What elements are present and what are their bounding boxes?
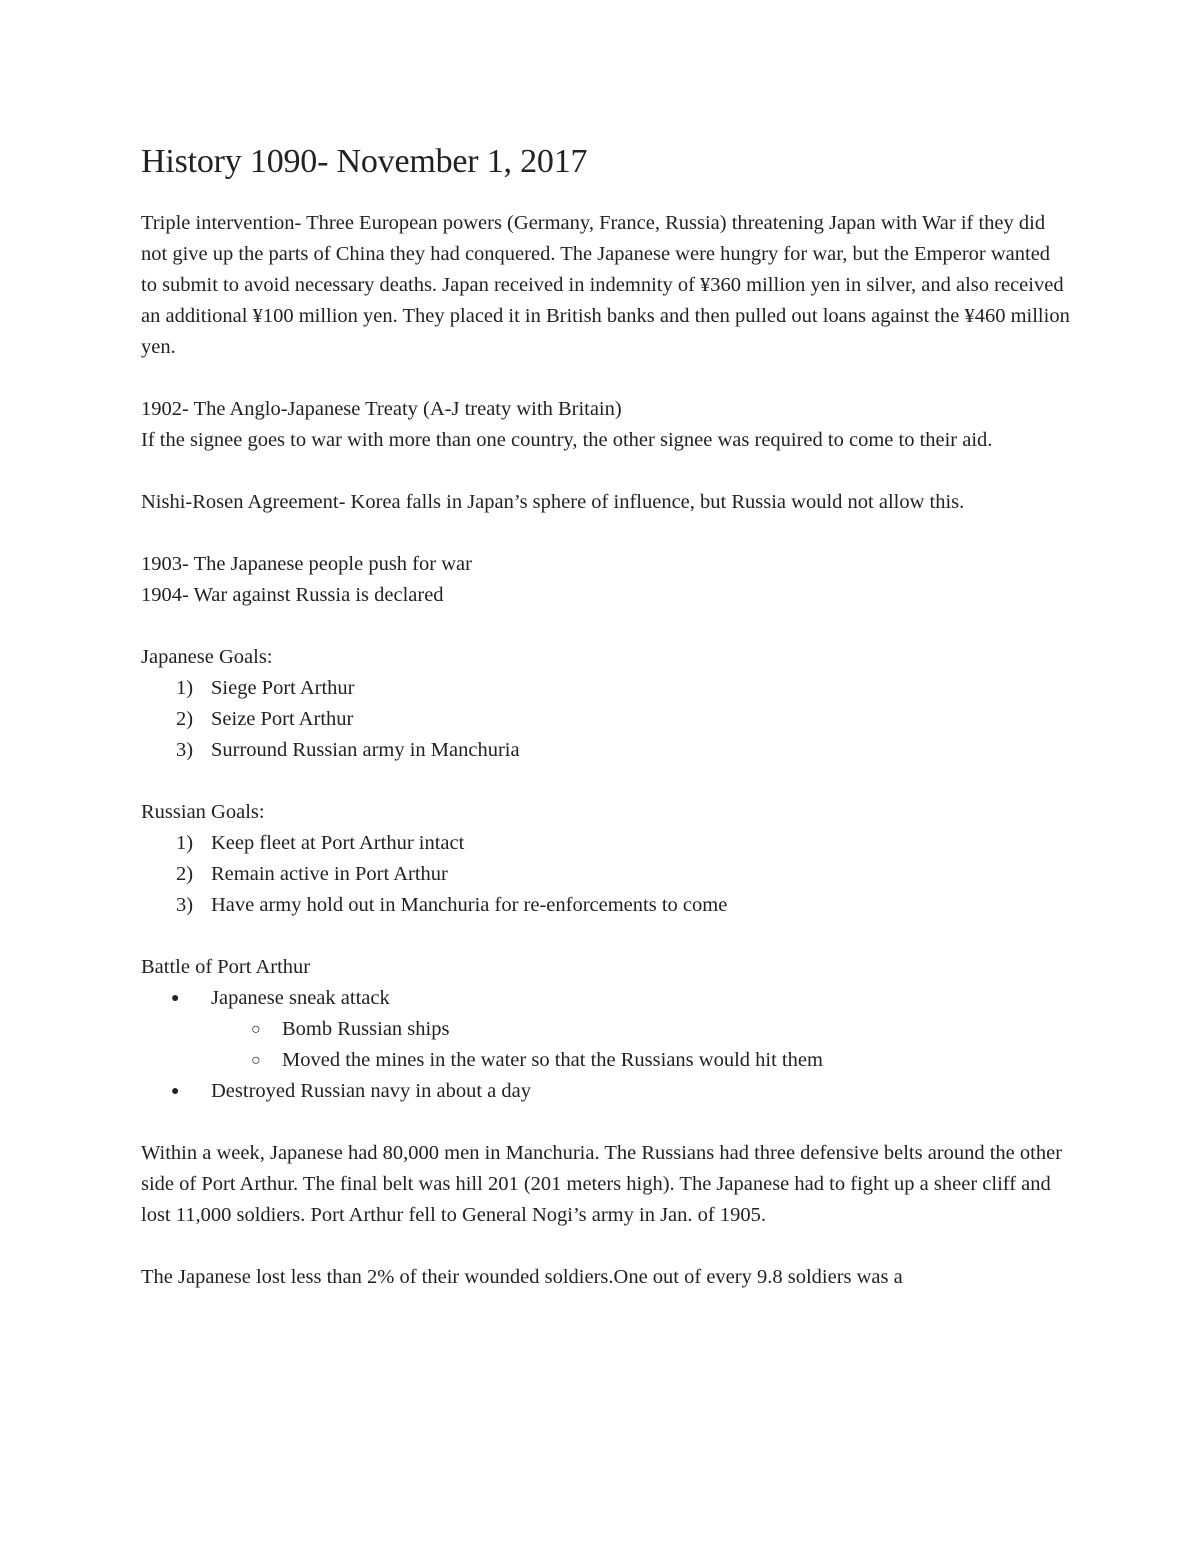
list-item-text: Remain active in Port Arthur bbox=[211, 863, 448, 885]
list-item bbox=[141, 1014, 1071, 1045]
spacer bbox=[141, 611, 1071, 642]
battle-list bbox=[141, 983, 1071, 1107]
paragraph-anglo-japanese-treaty-heading: 1902- The Anglo-Japanese Treaty (A-J treaty with Britain) bbox=[141, 398, 622, 420]
list-item bbox=[141, 859, 1071, 890]
paragraph-1904: 1904- War against Russia is declared bbox=[141, 584, 444, 606]
list-item bbox=[141, 735, 1071, 766]
list-item bbox=[141, 704, 1071, 735]
spacer bbox=[141, 518, 1071, 549]
document-page bbox=[141, 138, 1071, 1293]
list-item bbox=[141, 1045, 1071, 1076]
paragraph-anglo-japanese-treaty: If the signee goes to war with more than one country, the other signee was required to come to their aid. bbox=[141, 429, 993, 451]
document-title: History 1090- November 1, 2017 bbox=[141, 143, 588, 180]
spacer bbox=[141, 1231, 1071, 1262]
spacer bbox=[141, 766, 1071, 797]
battle-heading: Battle of Port Arthur bbox=[141, 956, 311, 978]
list-number: 1) bbox=[176, 677, 194, 699]
paragraph-1903: 1903- The Japanese people push for war bbox=[141, 553, 472, 575]
spacer bbox=[141, 921, 1071, 952]
list-item bbox=[141, 1076, 1071, 1107]
list-item bbox=[141, 673, 1071, 704]
list-item-text: Have army hold out in Manchuria for re-enforcements to come bbox=[211, 894, 728, 916]
list-item-text: Moved the mines in the water so that the Russians would hit them bbox=[282, 1049, 823, 1071]
japanese-goals-list bbox=[141, 673, 1071, 766]
list-item-text: Surround Russian army in Manchuria bbox=[211, 739, 520, 761]
filled-bullet-icon: ● bbox=[171, 991, 180, 1006]
hollow-bullet-icon: ○ bbox=[251, 1021, 261, 1038]
list-number: 2) bbox=[176, 863, 194, 885]
paragraph-casualties: The Japanese lost less than 2% of their wounded soldiers.One out of every 9.8 soldiers was a bbox=[141, 1266, 903, 1288]
spacer bbox=[141, 456, 1071, 487]
paragraph-within-a-week: Within a week, Japanese had 80,000 men in Manchuria. The Russians had three defensive belts around the other side of Port Arthur. The final belt was hill 201 (201 meters high). The Japanese had to fight up a sheer cliff and lost 11,000 soldiers. Port Arthur fell to General Nogi’s army in Jan. of 1905. bbox=[141, 1142, 1063, 1226]
russian-goals-list bbox=[141, 828, 1071, 921]
list-number: 3) bbox=[176, 894, 194, 916]
paragraph-triple-intervention: Triple intervention- Three European powers (Germany, France, Russia) threatening Japan with War if they did not give up the parts of China they had conquered. The Japanese were hungry for war, but the Emperor wanted to submit to avoid necessary deaths. Japan received in indemnity of ¥360 million yen in silver, and also received an additional ¥100 million yen. They placed it in British banks and then pulled out loans against the ¥460 million yen. bbox=[141, 212, 1070, 358]
list-item-text: Siege Port Arthur bbox=[211, 677, 355, 699]
spacer bbox=[141, 363, 1071, 394]
list-item-text: Japanese sneak attack bbox=[211, 987, 390, 1009]
list-item-text: Keep fleet at Port Arthur intact bbox=[211, 832, 465, 854]
paragraph-nishi-rosen: Nishi-Rosen Agreement- Korea falls in Japan’s sphere of influence, but Russia would not allow this. bbox=[141, 491, 965, 513]
spacer bbox=[141, 1107, 1071, 1138]
list-number: 3) bbox=[176, 739, 194, 761]
list-number: 2) bbox=[176, 708, 194, 730]
list-item bbox=[141, 890, 1071, 921]
hollow-bullet-icon: ○ bbox=[251, 1052, 261, 1069]
russian-goals-heading: Russian Goals: bbox=[141, 801, 265, 823]
japanese-goals-heading: Japanese Goals: bbox=[141, 646, 273, 668]
list-item bbox=[141, 983, 1071, 1014]
list-item-text: Bomb Russian ships bbox=[282, 1018, 450, 1040]
list-item bbox=[141, 828, 1071, 859]
filled-bullet-icon: ● bbox=[171, 1084, 180, 1099]
list-item-text: Destroyed Russian navy in about a day bbox=[211, 1080, 531, 1102]
list-number: 1) bbox=[176, 832, 194, 854]
list-item-text: Seize Port Arthur bbox=[211, 708, 354, 730]
